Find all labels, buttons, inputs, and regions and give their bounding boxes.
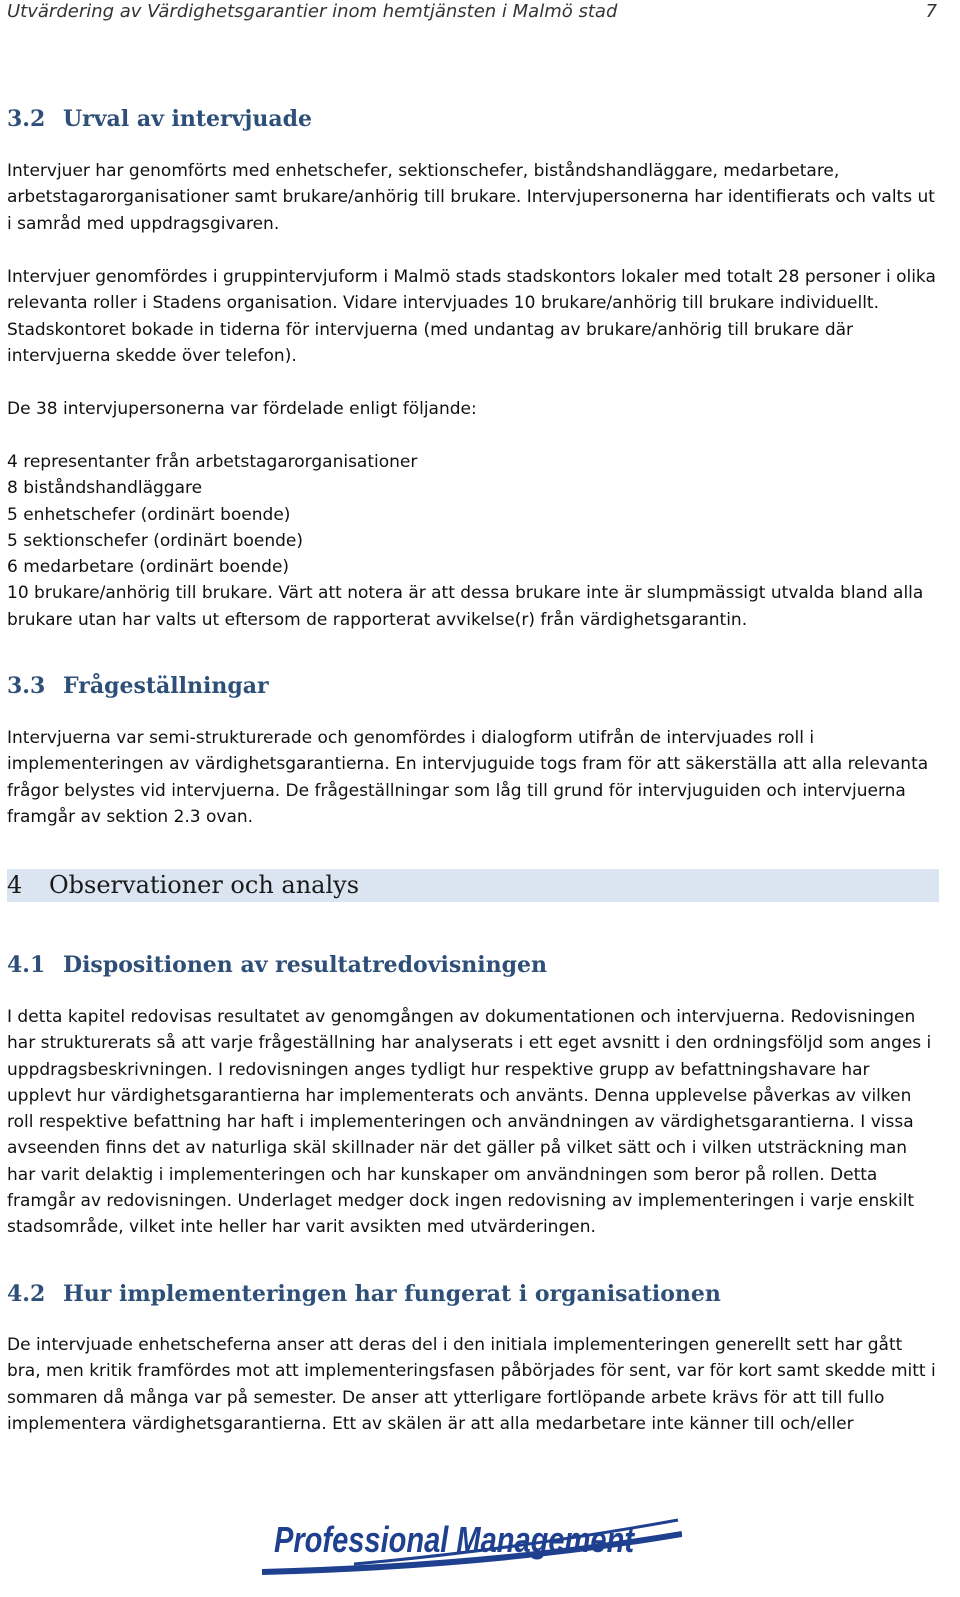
section-title: Hur implementeringen har fungerat i organisationen: [63, 1281, 721, 1307]
section-number: 3.2: [7, 106, 46, 132]
chapter-title: Observationer och analys: [49, 871, 360, 899]
section-heading-4-1: [7, 952, 547, 978]
section-heading-3-2: [7, 106, 312, 132]
page-header: [7, 0, 937, 24]
logo-graphic: [262, 1512, 682, 1582]
section-title: Urval av intervjuade: [63, 106, 313, 132]
section-number: 4.1: [7, 952, 46, 978]
paragraph: Intervjuerna var semi-strukturerade och genomfördes i dialogform utifrån de intervjuades roll i implementeringen av värdighetsgarantierna. En intervjuguide togs fram för att säkerställa att alla relevanta frågor belystes vid intervjuerna. De frågeställningar som låg till grund för intervjuguiden och intervjuerna framgår av sektion 2.3 ovan.: [7, 728, 929, 827]
chapter-number: 4: [7, 871, 23, 899]
paragraph: I detta kapitel redovisas resultatet av genomgången av dokumentationen och intervjuerna. Redovisningen har strukturerats så att varje frågeställning har analyserats i ett eget avsnitt i den ordningsföljd som anges i uppdragsbeskrivningen. I redovisningen anges tydligt hur respektive grupp av befattningshavare har upplevt hur värdighetsgarantierna har implementerats och använts. Denna upplevelse påverkas av vilken roll respektive befattning har haft i implementeringen och användningen av värdighetsgarantierna. I vissa avseenden finns det av naturliga skäl skillnader när det gäller på vilket sätt och i vilken utsträckning man har varit delaktig i implementeringen och har kunskaper om användningen som beror på rollen. Detta framgår av redovisningen. Underlaget medger dock ingen redovisning av implementeringen i varje enskilt stadsområde, vilket inte heller har varit avsikten med utvärderingen.: [7, 1007, 932, 1238]
list-item: 5 sektionschefer (ordinärt boende): [7, 530, 304, 551]
list-item: 10 brukare/anhörig till brukare. Värt att notera är att dessa brukare inte är slumpmässigt utvalda bland alla brukare utan har valts ut eftersom de rapporterat avvikelse(r) från värdighetsgarantin.: [7, 583, 924, 630]
logo-text: Professional Management: [274, 1519, 636, 1560]
section-number: 4.2: [7, 1281, 46, 1307]
list-item: 6 medarbetare (ordinärt boende): [7, 557, 290, 578]
list-item: 8 biståndshandläggare: [7, 478, 203, 499]
interviewee-list: [7, 449, 939, 633]
paragraph: Intervjuer har genomförts med enhetschefer, sektionschefer, biståndshandläggare, medarbetare, arbetstagarorganisationer samt brukare/anhörig till brukare. Intervjupersonerna har identifierats och valts ut i samråd med uppdragsgivaren.: [7, 161, 935, 234]
page-number: 7: [925, 1, 937, 22]
paragraph: Intervjuer genomfördes i gruppintervjuform i Malmö stads stadskontors lokaler med totalt 28 personer i olika relevanta roller i Stadens organisation. Vidare intervjuades 10 brukare/anhörig till brukare individuellt. Stadskontoret bokade in tiderna för intervjuerna (med undantag av brukare/anhörig till brukare där intervjuerna skedde över telefon).: [7, 267, 936, 366]
section-heading-3-3: [7, 673, 269, 699]
chapter-heading-4: [7, 869, 939, 902]
section-heading-4-2: [7, 1281, 721, 1307]
professional-management-logo: [262, 1512, 682, 1582]
list-item: 5 enhetschefer (ordinärt boende): [7, 504, 291, 525]
section-number: 3.3: [7, 673, 46, 699]
section-title: Dispositionen av resultatredovisningen: [63, 952, 547, 978]
paragraph: De 38 intervjupersonerna var fördelade enligt följande:: [7, 399, 477, 419]
section-title: Frågeställningar: [63, 673, 269, 699]
list-item: 4 representanter från arbetstagarorganisationer: [7, 452, 418, 472]
document-title: Utvärdering av Värdighetsgarantier inom hemtjänsten i Malmö stad: [7, 1, 618, 22]
paragraph: De intervjuade enhetscheferna anser att deras del i den initiala implementeringen generellt sett har gått bra, men kritik framfördes mot att implementeringsfasen påbörjades för sent, var för kort samt skedde mitt i sommaren då många var på semester. De anser att ytterligare fortlöpande arbete krävs för att till fullo implementera värdighetsgarantierna. Ett av skälen är att alla medarbetare inte känner till och/eller: [7, 1335, 936, 1434]
